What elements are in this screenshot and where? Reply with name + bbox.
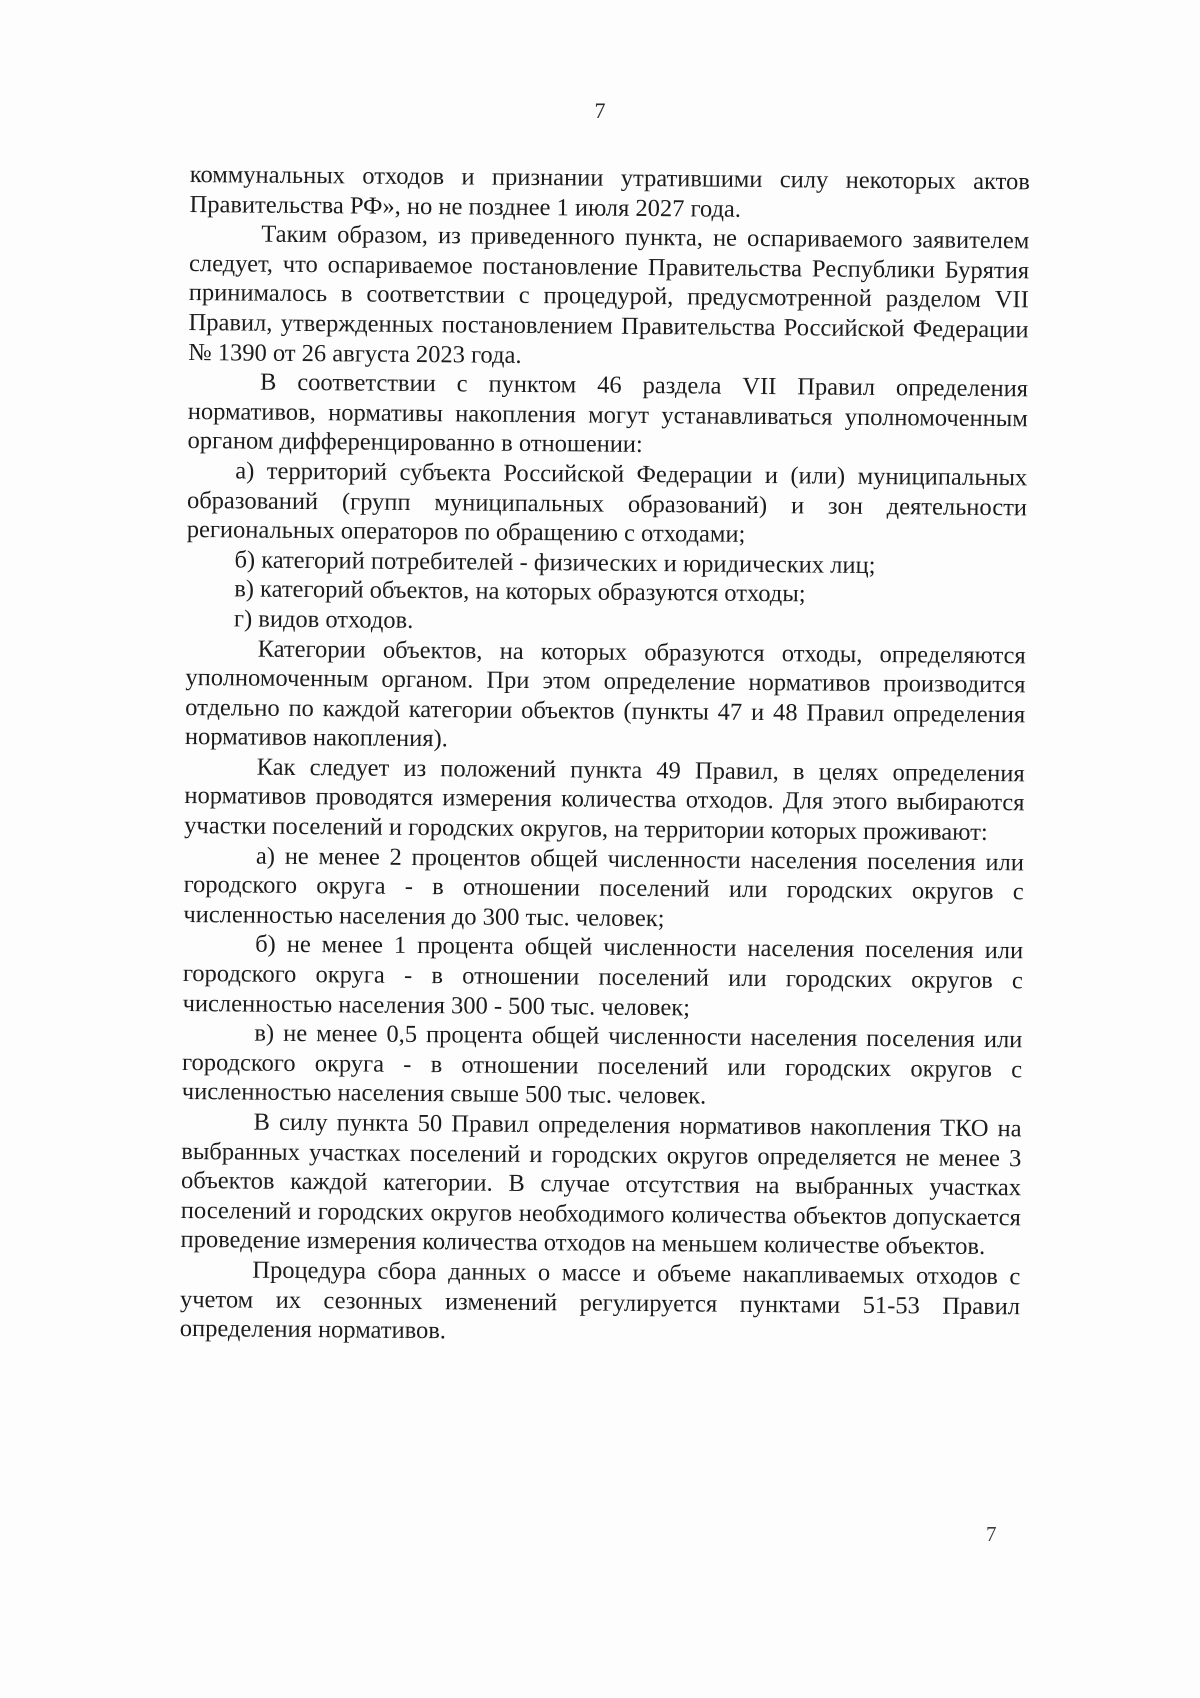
- page-number-bottom: 7: [986, 1522, 997, 1546]
- paragraph: Категории объектов, на которых образуются отходы, определяются уполномоченным органом. При этом определение нормативов производится отдельно по каждой категории объектов (пункты 47 и 48 Правил определения нормативов накопления).: [184, 635, 1026, 753]
- list-item: в) категорий объектов, на которых образуются отходы;: [234, 575, 806, 608]
- list-item: г) видов отходов.: [233, 605, 414, 634]
- list-item: а) не менее 2 процентов общей численности населения поселения или городского округа - в отношении поселений или городских округов с численностью населения до 300 тыс. человек;: [183, 842, 1025, 933]
- list-item: в) не менее 0,5 процента общей численности населения поселения или городского округа - в отношении поселений или городских округов с численностью населения свыше 500 тыс. человек.: [181, 1019, 1023, 1110]
- paragraph: Как следует из положений пункта 49 Правил, в целях определения нормативов проводятся измерения количества отходов. Для этого выбираются участки поселений и городских округов, на территории которых проживают:: [184, 753, 1025, 847]
- paragraph: В силу пункта 50 Правил определения нормативов накопления ТКО на выбранных участках поселений и городских округов определяется не менее 3 объектов каждой категории. В случае отсутствия на выбранных участках поселений и городских округов необходимого количества объектов допускается проведение измерения количества отходов на меньшем количестве объектов.: [180, 1108, 1022, 1261]
- page-number-top: 7: [594, 98, 606, 123]
- paragraph: коммунальных отходов и признании утратившими силу некоторых актов Правительства РФ», но не позднее 1 июля 2027 года.: [189, 160, 1030, 223]
- list-item: б) не менее 1 процента общей численности населения поселения или городского округа - в отношении поселений или городских округов с численностью населения 300 - 500 тыс. человек;: [182, 931, 1024, 1022]
- document-body: [180, 160, 1030, 1351]
- list-item: б) категорий потребителей - физических и юридических лиц;: [234, 546, 876, 579]
- paragraph: В соответствии с пунктом 46 раздела VII Правил определения нормативов, нормативы накопления могут устанавливаться уполномоченным органом дифференцированно в отношении:: [187, 368, 1029, 459]
- paragraph: Таким образом, из приведенного пункта, не оспариваемого заявителем следует, что оспариваемое постановление Правительства Республики Бурятия принималось в соответствии с процедурой, предусмотренной разделом VII Правил, утвержденных постановлением Правительства Российской Федерации № 1390 от 26 августа 2023 года.: [188, 220, 1030, 369]
- list-item: а) территорий субъекта Российской Федерации и (или) муниципальных образований (групп муниципальных образований) и зон деятельности региональных операторов по обращению с отходами;: [186, 457, 1028, 548]
- paragraph: Процедура сбора данных о массе и объеме накапливаемых отходов с учетом их сезонных изменений регулируется пунктами 51-53 Правил определения нормативов.: [179, 1256, 1021, 1345]
